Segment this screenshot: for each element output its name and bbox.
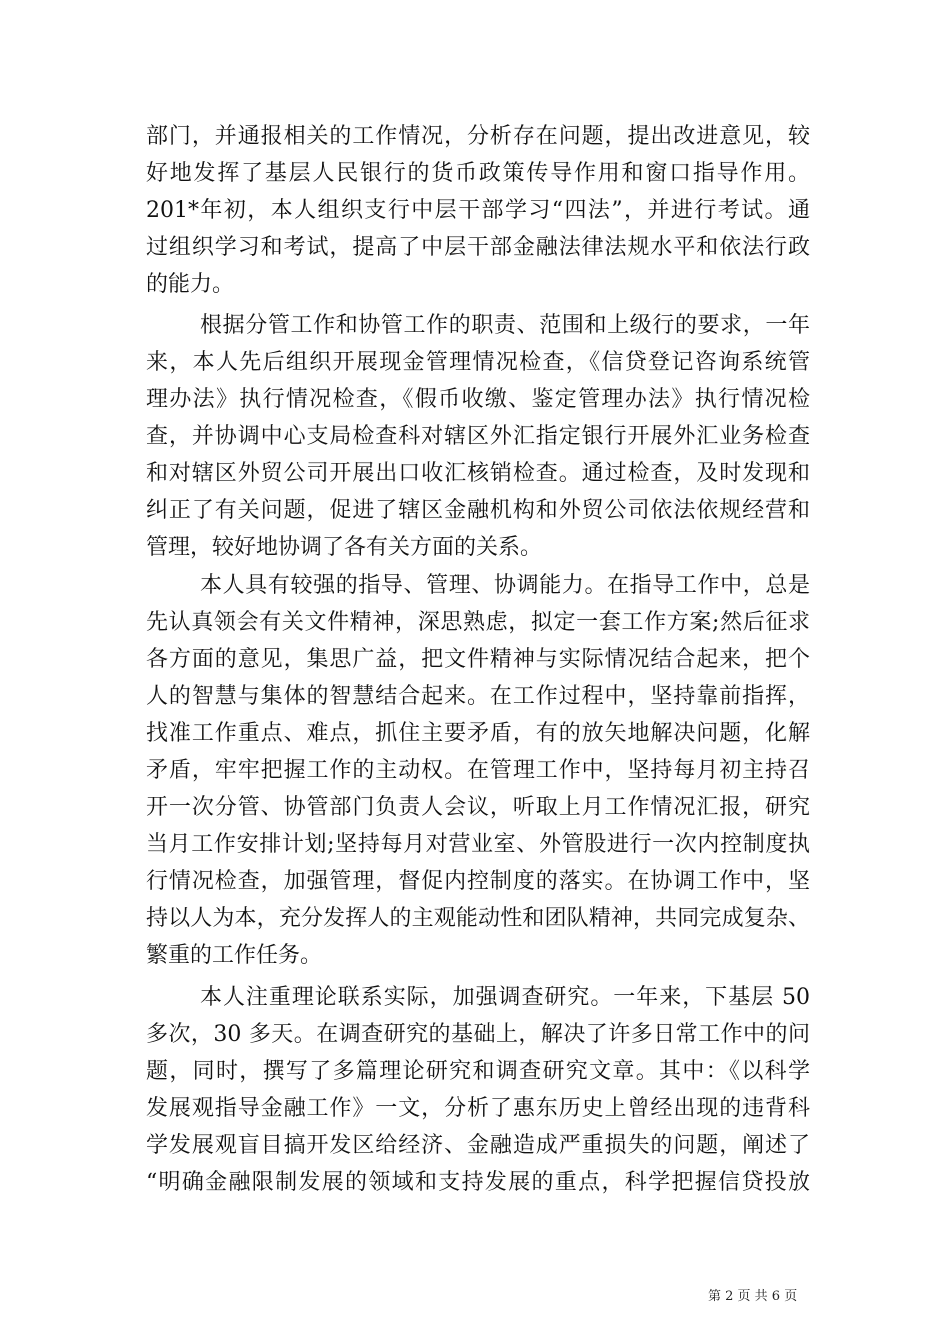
text-line: 矛盾，牢牢把握工作的主动权。在管理工作中，坚持每月初主持召	[146, 758, 810, 783]
text-line: 纠正了有关问题，促进了辖区金融机构和外贸公司依法依规经营和	[146, 498, 810, 523]
text-line: 理办法》执行情况检查，《假币收缴、鉴定管理办法》执行情况检	[146, 387, 810, 412]
text-line: 找准工作重点、难点，抓住主要矛盾，有的放矢地解决问题，化解	[146, 721, 810, 746]
text-line: 学发展观盲目搞开发区给经济、金融造成严重损失的问题，阐述了	[146, 1133, 810, 1158]
text-line: 人的智慧与集体的智慧结合起来。在工作过程中，坚持靠前指挥，	[146, 684, 810, 709]
text-line: 行情况检查，加强管理，督促内控制度的落实。在协调工作中，坚	[146, 869, 810, 894]
text-line: 管理，较好地协调了各有关方面的关系。	[146, 535, 543, 560]
text-line: 开一次分管、协管部门负责人会议，听取上月工作情况汇报，研究	[146, 795, 810, 820]
text-line: 题，同时，撰写了多篇理论研究和调查研究文章。其中：《以科学	[146, 1059, 810, 1084]
text-line: 的能力。	[146, 272, 235, 297]
text-line: 过组织学习和考试，提高了中层干部金融法律法规水平和依法行政	[146, 235, 810, 260]
text-line: 发展观指导金融工作》一文，分析了惠东历史上曾经出现的违背科	[146, 1096, 810, 1121]
text-line: 和对辖区外贸公司开展出口收汇核销检查。通过检查，及时发现和	[146, 461, 810, 486]
text-line: 好地发挥了基层人民银行的货币政策传导作用和窗口指导作用。	[146, 161, 810, 186]
text-line: 先认真领会有关文件精神，深思熟虑，拟定一套工作方案;然后征求	[146, 610, 810, 635]
text-line: 当月工作安排计划;坚持每月对营业室、外管股进行一次内控制度执	[146, 832, 810, 857]
text-line: 来，本人先后组织开展现金管理情况检查，《信贷登记咨询系统管	[146, 350, 810, 375]
paragraph-first-line: 根据分管工作和协管工作的职责、范围和上级行的要求，一年	[200, 313, 810, 338]
text-line: “明确金融限制发展的领域和支持发展的重点，科学把握信贷投放	[146, 1170, 810, 1195]
text-line: 201*年初，本人组织支行中层干部学习“四法”，并进行考试。通	[146, 198, 810, 223]
text-line: 持以人为本，充分发挥人的主观能动性和团队精神，共同完成复杂、	[146, 906, 810, 931]
text-line: 繁重的工作任务。	[146, 943, 323, 968]
text-line: 查，并协调中心支局检查科对辖区外汇指定银行开展外汇业务检查	[146, 424, 810, 449]
text-line: 多次，30 多天。在调查研究的基础上，解决了许多日常工作中的问	[146, 1022, 810, 1047]
paragraph-first-line: 本人注重理论联系实际，加强调查研究。一年来，下基层 50	[200, 985, 810, 1010]
paragraph-first-line: 本人具有较强的指导、管理、协调能力。在指导工作中，总是	[200, 573, 810, 598]
text-line: 各方面的意见，集思广益，把文件精神与实际情况结合起来，把个	[146, 647, 810, 672]
page-number: 第 2 页 共 6 页	[708, 1289, 798, 1304]
text-line: 部门，并通报相关的工作情况，分析存在问题，提出改进意见，较	[146, 124, 810, 149]
